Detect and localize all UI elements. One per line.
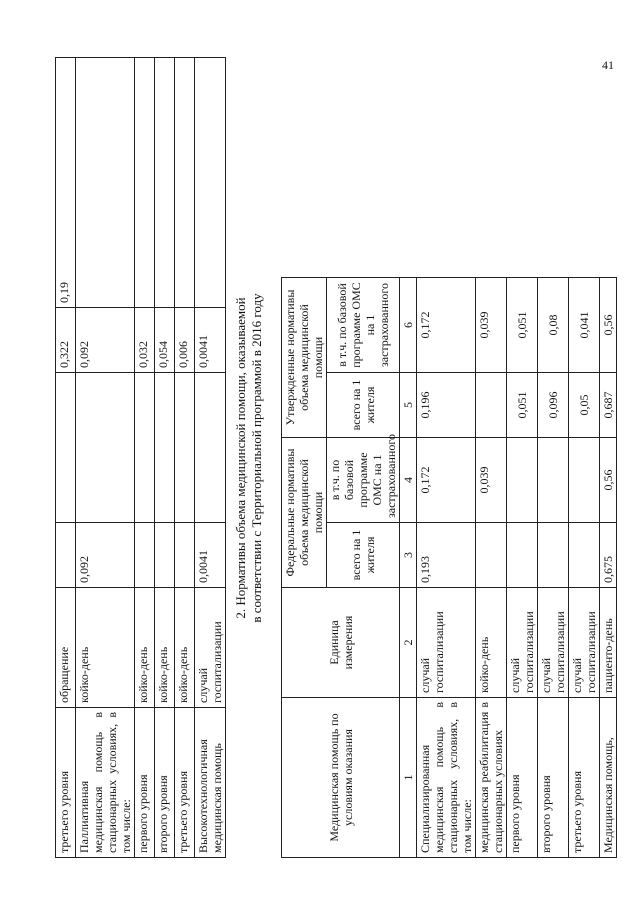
- row-label: Специализированная медицинская помощь в стационарных условиях, в том числе:: [417, 698, 476, 858]
- header-row: [282, 58, 327, 858]
- table-row: [417, 58, 476, 858]
- header-fed-per-resident: всего на 1 жителя: [327, 523, 400, 588]
- fed-oms-cell: [76, 373, 135, 523]
- fed-oms-cell: [135, 373, 155, 523]
- row-unit: случай госпитализации: [195, 588, 226, 708]
- appr-oms-cell: 0,039: [476, 278, 507, 373]
- fed-oms-cell: [507, 438, 538, 523]
- appr-total-cell: 0,322: [56, 308, 76, 373]
- fed-oms-cell: [56, 373, 76, 523]
- header-appr-per-resident: всего на 1 жителя: [327, 373, 400, 438]
- table-row: [175, 58, 195, 858]
- column-number: 1: [400, 698, 417, 858]
- fed-oms-cell: 0,56: [600, 438, 617, 523]
- appr-total-cell: 0,687: [600, 373, 617, 438]
- row-label: третьего уровня: [569, 698, 600, 858]
- fed-oms-cell: 0,039: [476, 438, 507, 523]
- appr-total-cell: 0,096: [538, 373, 569, 438]
- row-unit: койко-день: [76, 588, 135, 708]
- row-unit: обращение: [56, 588, 76, 708]
- appr-total-cell: [476, 373, 507, 438]
- fed-total-cell: [175, 523, 195, 588]
- header-appr-per-insured: в т.ч. по базовой программе ОМС на 1 застрахованного: [327, 278, 400, 373]
- appr-total-cell: 0,0041: [195, 308, 226, 373]
- fed-total-cell: [56, 523, 76, 588]
- fed-oms-cell: [538, 438, 569, 523]
- appr-total-cell: 0,196: [417, 373, 476, 438]
- table-row: [135, 58, 155, 858]
- column-number: 2: [400, 588, 417, 698]
- fed-total-cell: [569, 523, 600, 588]
- column-number: 5: [400, 373, 417, 438]
- appr-total-cell: 0,006: [175, 308, 195, 373]
- appr-oms-cell: 0,041: [569, 278, 600, 373]
- row-label: первого уровня: [135, 708, 155, 858]
- appr-oms-cell: [175, 58, 195, 308]
- fed-total-cell: [135, 523, 155, 588]
- row-unit: случай госпитализации: [417, 588, 476, 698]
- table-row: [155, 58, 175, 858]
- section-heading: [233, 188, 265, 728]
- table-row: [507, 58, 538, 858]
- row-unit: койко-день: [155, 588, 175, 708]
- table-row: [600, 58, 617, 858]
- top-table: [55, 57, 226, 858]
- row-label: второго уровня: [155, 708, 175, 858]
- row-unit: случай госпитализации: [538, 588, 569, 698]
- fed-oms-cell: [175, 373, 195, 523]
- table-row: [476, 58, 507, 858]
- fed-oms-cell: [195, 373, 226, 523]
- row-label: медицинская реабилитация в стационарных условиях: [476, 698, 507, 858]
- appr-oms-cell: 0,19: [56, 58, 76, 308]
- appr-oms-cell: [155, 58, 175, 308]
- main-table: [281, 58, 617, 859]
- appr-oms-cell: [76, 58, 135, 308]
- appr-total-cell: 0,054: [155, 308, 175, 373]
- header-conditions: Медицинская помощь по условиям оказания: [282, 698, 400, 858]
- row-unit: случай госпитализации: [507, 588, 538, 698]
- fed-oms-cell: [155, 373, 175, 523]
- appr-oms-cell: [195, 58, 226, 308]
- header-approved-group: Утвержденные нормативы объема медицинской помощи: [282, 278, 327, 438]
- fed-total-cell: 0,092: [76, 523, 135, 588]
- header-unit: Единица измерения: [282, 588, 400, 698]
- appr-total-cell: 0,092: [76, 308, 135, 373]
- table-row: [538, 58, 569, 858]
- row-label: Паллиативная медицинская помощь в стационарных условиях, в том числе:: [76, 708, 135, 858]
- fed-total-cell: [538, 523, 569, 588]
- page-number: 41: [602, 58, 614, 72]
- fed-oms-cell: [569, 438, 600, 523]
- appr-oms-cell: 0,56: [600, 278, 617, 373]
- section-heading-line-2: в соответствии с Территориальной программой в 2016 году: [249, 293, 264, 623]
- fed-total-cell: [507, 523, 538, 588]
- row-label: третьего уровня: [56, 708, 76, 858]
- row-label: второго уровня: [538, 698, 569, 858]
- appr-oms-cell: 0,051: [507, 278, 538, 373]
- fed-total-cell: 0,675: [600, 523, 617, 588]
- table-row: [56, 58, 76, 858]
- column-number: 6: [400, 278, 417, 373]
- row-label: третьего уровня: [175, 708, 195, 858]
- appr-oms-cell: 0,08: [538, 278, 569, 373]
- header-federal-group: Федеральные нормативы объема медицинской помощи: [282, 438, 327, 588]
- column-number: 4: [400, 438, 417, 523]
- fed-total-cell: [155, 523, 175, 588]
- column-number: 3: [400, 523, 417, 588]
- table-row: [195, 58, 226, 858]
- header-fed-per-insured: в т.ч. по базовой программе ОМС на 1 застрахованного: [327, 438, 400, 523]
- table-row: [76, 58, 135, 858]
- row-unit: койко-день: [175, 588, 195, 708]
- appr-total-cell: 0,032: [135, 308, 155, 373]
- appr-total-cell: 0,05: [569, 373, 600, 438]
- fed-oms-cell: 0,172: [417, 438, 476, 523]
- fed-total-cell: 0,193: [417, 523, 476, 588]
- fed-total-cell: 0,0041: [195, 523, 226, 588]
- row-unit: случай госпитализации: [569, 588, 600, 698]
- rotated-page-content: [45, 58, 640, 858]
- row-label: первого уровня: [507, 698, 538, 858]
- table-row: [569, 58, 600, 858]
- appr-oms-cell: [135, 58, 155, 308]
- appr-total-cell: 0,051: [507, 373, 538, 438]
- row-unit: пациенто-день: [600, 588, 617, 698]
- row-label: Высокотехнологичная медицинская помощь: [195, 708, 226, 858]
- row-unit: койко-день: [476, 588, 507, 698]
- appr-oms-cell: 0,172: [417, 278, 476, 373]
- row-label: Медицинская помощь,: [600, 698, 617, 858]
- row-unit: койко-день: [135, 588, 155, 708]
- section-heading-line-1: 2. Нормативы объема медицинской помощи, оказываемой: [233, 297, 248, 619]
- fed-total-cell: [476, 523, 507, 588]
